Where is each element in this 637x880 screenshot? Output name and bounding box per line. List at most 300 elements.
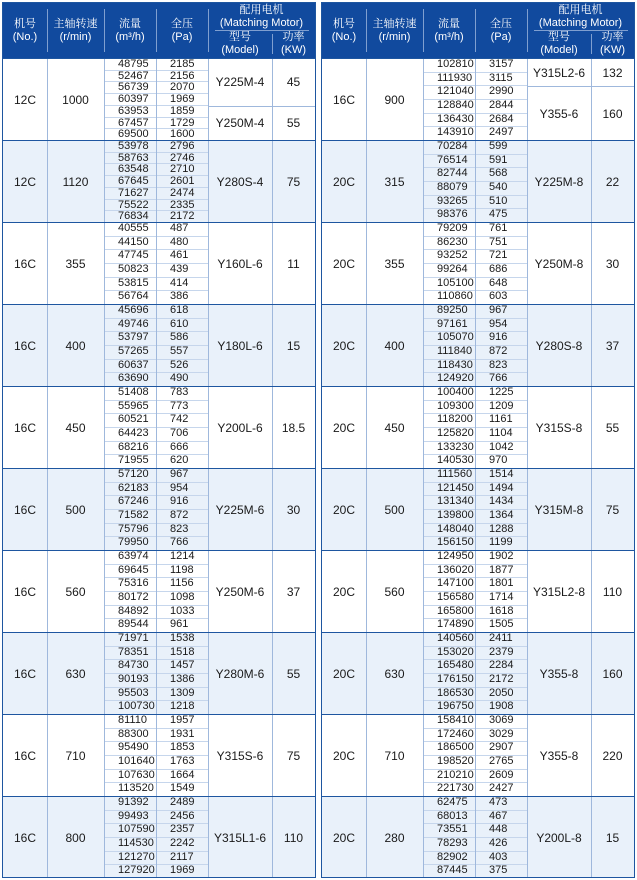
column-divider [156,141,157,222]
motor-power: 22 [605,175,620,189]
pressure-list [156,469,208,550]
pressure-value: 1902 [475,551,527,565]
spindle-speed: 355 [65,256,86,271]
flow-value: 99264 [423,264,475,278]
pressure-value: 1714 [475,592,527,606]
column-divider [591,633,592,714]
flow-value: 90193 [104,674,156,688]
flow-value: 40555 [104,223,156,237]
pressure-value: 2990 [475,86,527,100]
motor-power: 30 [286,503,301,517]
column-divider [156,797,157,878]
column-divider [366,797,367,878]
flow-value: 75316 [104,578,156,592]
flow-value: 136020 [423,565,475,579]
pressure-value: 2489 [156,797,208,811]
flow-value: 93265 [423,196,475,210]
pressure-list [156,551,208,632]
column-divider [208,797,209,878]
spindle-speed: 355 [384,256,405,271]
pressure-value: 618 [156,305,208,319]
column-divider [47,223,48,304]
column-divider [423,59,424,140]
column-divider [104,141,105,222]
motor-model: Y280S-8 [535,339,583,353]
pressure-list [475,141,527,222]
pressure-value: 967 [475,305,527,319]
table-row-group [322,58,634,140]
motor-power: 15 [286,339,301,353]
table-body [322,58,634,878]
pressure-value: 1364 [475,510,527,524]
motor-power: 37 [605,339,620,353]
machine-no: 20C [332,584,355,599]
column-divider [104,223,105,304]
pressure-list [156,223,208,304]
pressure-value: 510 [475,196,527,210]
pressure-value: 666 [156,442,208,456]
pressure-value: 1877 [475,565,527,579]
flow-value: 100400 [423,387,475,401]
flow-list [423,305,475,386]
pressure-value: 2242 [156,838,208,852]
motor-model: Y250M-6 [215,585,265,599]
table-row-group [322,304,634,386]
column-divider [156,223,157,304]
flow-value: 64423 [104,428,156,442]
table-row-group [3,386,315,468]
table-row-group [322,796,634,878]
column-divider [527,715,528,796]
column-divider [156,305,157,386]
table-row-group [3,796,315,878]
pressure-value: 2357 [156,824,208,838]
pressure-value: 2117 [156,852,208,866]
motor-power: 18.5 [281,421,306,435]
header-pressure: 全压 (Pa) [490,17,512,43]
pressure-list [156,305,208,386]
column-divider [104,469,105,550]
motor-power: 75 [605,503,620,517]
header-power: 功率 (KW) [280,31,307,56]
flow-value: 63690 [118,372,149,385]
pressure-value: 1908 [489,700,514,713]
pressure-value: 599 [475,141,527,155]
flow-value: 53978 [104,141,156,153]
flow-value: 49746 [104,319,156,333]
pressure-value: 1161 [475,414,527,428]
pressure-value: 467 [475,811,527,825]
flow-value: 44150 [104,237,156,251]
flow-value: 51408 [104,387,156,401]
column-divider [208,59,209,140]
motor-power: 160 [602,106,623,121]
flow-value: 57265 [104,346,156,360]
flow-value: 63548 [104,164,156,176]
pressure-value: 1853 [156,742,208,756]
spindle-speed: 1120 [62,174,89,189]
flow-value: 110860 [437,290,473,303]
spindle-speed: 450 [384,420,405,435]
pressure-value: 490 [170,372,189,385]
flow-value: 56764 [118,290,149,303]
motor-model: Y315S-6 [216,749,264,763]
machine-no: 16C [13,256,36,271]
column-divider [591,223,592,304]
right-table [321,2,635,878]
flow-value: 81110 [104,715,156,729]
flow-value: 139800 [423,510,475,524]
pressure-value: 2765 [475,756,527,770]
motor-power: 30 [605,257,620,271]
pressure-value: 1434 [475,496,527,510]
spindle-speed: 900 [384,92,405,107]
column-divider [366,305,367,386]
column-divider [272,223,273,304]
pressure-list [475,633,527,714]
column-divider [591,551,592,632]
spindle-speed: 450 [65,420,86,435]
flow-value: 114530 [104,838,156,852]
pressure-value: 967 [156,469,208,483]
pressure-value: 773 [156,401,208,415]
flow-value: 82744 [423,168,475,182]
pressure-value: 1763 [156,756,208,770]
spindle-speed: 560 [65,584,86,599]
flow-value: 71971 [104,633,156,647]
flow-value: 221730 [437,782,474,795]
column-divider [156,59,157,140]
pressure-value: 439 [156,264,208,278]
column-divider [208,469,209,550]
pressure-value: 1664 [156,770,208,784]
flow-list [104,715,156,796]
flow-list [104,633,156,714]
spindle-speed: 500 [65,502,86,517]
pressure-value: 1494 [475,483,527,497]
flow-value: 89250 [423,305,475,319]
pressure-list [156,59,208,140]
column-divider [208,305,209,386]
pressure-value: 2172 [475,674,527,688]
flow-value: 98376 [437,208,468,221]
flow-list [423,387,475,468]
pressure-value: 386 [170,290,189,303]
motor-model: Y225M-6 [215,503,265,517]
pressure-value: 2609 [475,770,527,784]
flow-value: 79209 [423,223,475,237]
column-divider [475,797,476,878]
pressure-value: 3115 [475,73,527,87]
motor-model: Y225M-8 [534,175,584,189]
column-divider [423,797,424,878]
spindle-speed: 400 [65,338,86,353]
flow-value: 111840 [423,346,475,360]
table-row-group [322,386,634,468]
pressure-value: 1214 [156,551,208,565]
column-divider [475,387,476,468]
column-divider [591,59,592,140]
column-divider [156,469,157,550]
pressure-value: 586 [156,332,208,346]
motor-model: Y200L-6 [217,421,263,435]
pressure-value: 2796 [156,141,208,153]
pressure-value: 783 [156,387,208,401]
column-divider [366,141,367,222]
pressure-value: 2070 [156,82,208,94]
pressure-list [156,797,208,878]
pressure-value: 1457 [156,660,208,674]
pressure-value: 823 [475,360,527,374]
flow-value: 60521 [104,414,156,428]
flow-value: 131340 [423,496,475,510]
header-speed: 主轴转速 (r/min) [372,17,417,43]
machine-no: 12C [13,92,36,107]
spindle-speed: 800 [65,830,86,845]
column-divider [272,633,273,714]
pressure-value: 751 [475,237,527,251]
motor-model: Y315L1-6 [213,831,267,845]
table-row-group [322,632,634,714]
motor-power: 45 [286,75,301,90]
machine-no: 16C [13,584,36,599]
header-model: 型号 (Model) [540,31,578,56]
flow-value: 67645 [104,176,156,188]
column-divider [527,59,528,140]
pressure-value: 1969 [170,864,195,877]
column-divider [475,633,476,714]
flow-value: 107590 [104,824,156,838]
pressure-value: 3069 [475,715,527,729]
machine-no: 20C [332,338,355,353]
flow-value: 107630 [104,770,156,784]
pressure-value: 2379 [475,647,527,661]
pressure-list [475,223,527,304]
machine-no: 20C [332,748,355,763]
pressure-value: 1518 [156,647,208,661]
machine-no: 20C [332,830,355,845]
column-divider [475,715,476,796]
pressure-value: 1198 [156,565,208,579]
flow-value: 143910 [437,126,474,139]
pressure-value: 2172 [170,210,195,223]
spindle-speed: 560 [384,584,405,599]
flow-value: 79950 [118,536,149,549]
pressure-value: 480 [156,237,208,251]
column-divider [156,551,157,632]
column-divider [156,633,157,714]
column-divider [527,633,528,714]
flow-list [423,469,475,550]
column-divider [423,305,424,386]
column-divider [47,387,48,468]
column-divider [366,715,367,796]
motor-model: Y280S-4 [216,175,264,189]
column-divider [475,59,476,140]
flow-value: 136430 [423,114,475,128]
flow-value: 99493 [104,811,156,825]
flow-value: 89544 [118,618,149,631]
pressure-value: 1957 [156,715,208,729]
column-divider [208,715,209,796]
column-divider [47,469,48,550]
flow-value: 84892 [104,606,156,620]
table-row-group [3,550,315,632]
flow-value: 93252 [423,250,475,264]
pressure-value: 1505 [489,618,514,631]
motor-model: Y250M-8 [534,257,584,271]
flow-value: 121040 [423,86,475,100]
flow-value: 67246 [104,496,156,510]
pressure-value: 872 [156,510,208,524]
flow-list [104,551,156,632]
flow-value: 69500 [118,128,149,141]
spindle-speed: 400 [384,338,405,353]
flow-value: 80172 [104,592,156,606]
motor-model: Y200L-8 [536,831,582,845]
pressure-value: 1209 [475,401,527,415]
flow-value: 68013 [423,811,475,825]
column-divider [527,305,528,386]
flow-value: 86230 [423,237,475,251]
flow-value: 124920 [437,372,474,385]
column-divider [208,223,209,304]
flow-value: 124950 [423,551,475,565]
pressure-value: 721 [475,250,527,264]
flow-value: 63953 [104,106,156,118]
flow-value: 78293 [423,838,475,852]
pressure-value: 426 [475,838,527,852]
column-divider [104,305,105,386]
header-power: 功率 (KW) [599,31,626,56]
flow-value: 102810 [423,59,475,73]
machine-no: 16C [13,420,36,435]
pressure-value: 648 [475,278,527,292]
column-divider [527,141,528,222]
pressure-value: 557 [156,346,208,360]
machine-no: 16C [332,92,355,107]
motor-model: Y280M-6 [215,667,265,681]
pressure-value: 1156 [156,578,208,592]
column-divider [591,305,592,386]
pressure-value: 823 [156,524,208,538]
pressure-value: 603 [489,290,508,303]
motor-power: 11 [287,257,300,271]
motor-power: 110 [602,585,623,599]
column-divider [591,387,592,468]
column-divider [47,305,48,386]
column-divider [272,141,273,222]
flow-value: 113520 [118,782,154,795]
machine-no: 16C [13,666,36,681]
pressure-list [475,305,527,386]
column-divider [366,551,367,632]
pressure-value: 1218 [170,700,195,713]
column-divider [527,551,528,632]
pressure-value: 540 [475,182,527,196]
motor-divider [527,86,634,87]
column-divider [104,715,105,796]
machine-no: 20C [332,502,355,517]
flow-value: 172460 [423,729,475,743]
flow-list [423,223,475,304]
flow-value: 111560 [423,469,475,483]
pressure-value: 461 [156,250,208,264]
column-divider [423,141,424,222]
flow-list [104,469,156,550]
pressure-value: 3157 [475,59,527,73]
flow-value: 147100 [423,578,475,592]
header-flow: 流量 (m³/h) [115,17,145,43]
column-divider [104,59,105,140]
machine-no: 20C [332,666,355,681]
pressure-value: 610 [156,319,208,333]
pressure-value: 961 [170,618,189,631]
pressure-value: 1288 [475,524,527,538]
motor-model: Y315S-8 [535,421,583,435]
flow-value: 95503 [104,688,156,702]
pressure-value: 2907 [475,742,527,756]
column-divider [591,797,592,878]
pressure-value: 403 [475,852,527,866]
flow-value: 118430 [423,360,475,374]
flow-value: 70284 [423,141,475,155]
column-divider [423,715,424,796]
pressure-value: 1549 [170,782,195,795]
pressure-value: 1514 [475,469,527,483]
flow-value: 153020 [423,647,475,661]
column-divider [104,797,105,878]
pressure-value: 706 [156,428,208,442]
pressure-list [475,387,527,468]
pressure-value: 2456 [156,811,208,825]
flow-value: 196750 [437,700,474,713]
pressure-value: 2156 [156,71,208,83]
motor-power: 55 [605,421,620,435]
flow-value: 121270 [104,852,156,866]
column-divider [272,715,273,796]
motor-power: 37 [286,585,301,599]
flow-value: 198520 [423,756,475,770]
flow-value: 69645 [104,565,156,579]
header-no: 机号 (No.) [12,17,38,43]
machine-no: 20C [332,256,355,271]
column-divider [272,305,273,386]
column-divider [366,59,367,140]
column-divider [475,223,476,304]
flow-value: 140560 [423,633,475,647]
flow-value: 87445 [437,864,468,877]
column-divider [366,633,367,714]
motor-divider [208,106,315,107]
pressure-value: 766 [170,536,189,549]
flow-list [104,387,156,468]
header-speed: 主轴转速 (r/min) [53,17,98,43]
flow-value: 57120 [104,469,156,483]
flow-value: 156580 [423,592,475,606]
pressure-list [156,715,208,796]
pressure-list [475,469,527,550]
pressure-value: 2684 [475,114,527,128]
header-no: 机号 (No.) [331,17,357,43]
spindle-speed: 1000 [62,92,89,107]
column-divider [104,551,105,632]
flow-value: 100730 [118,700,155,713]
pressure-value: 375 [489,864,508,877]
flow-value: 111930 [423,73,475,87]
pressure-value: 2411 [475,633,527,647]
table-header [322,3,634,58]
